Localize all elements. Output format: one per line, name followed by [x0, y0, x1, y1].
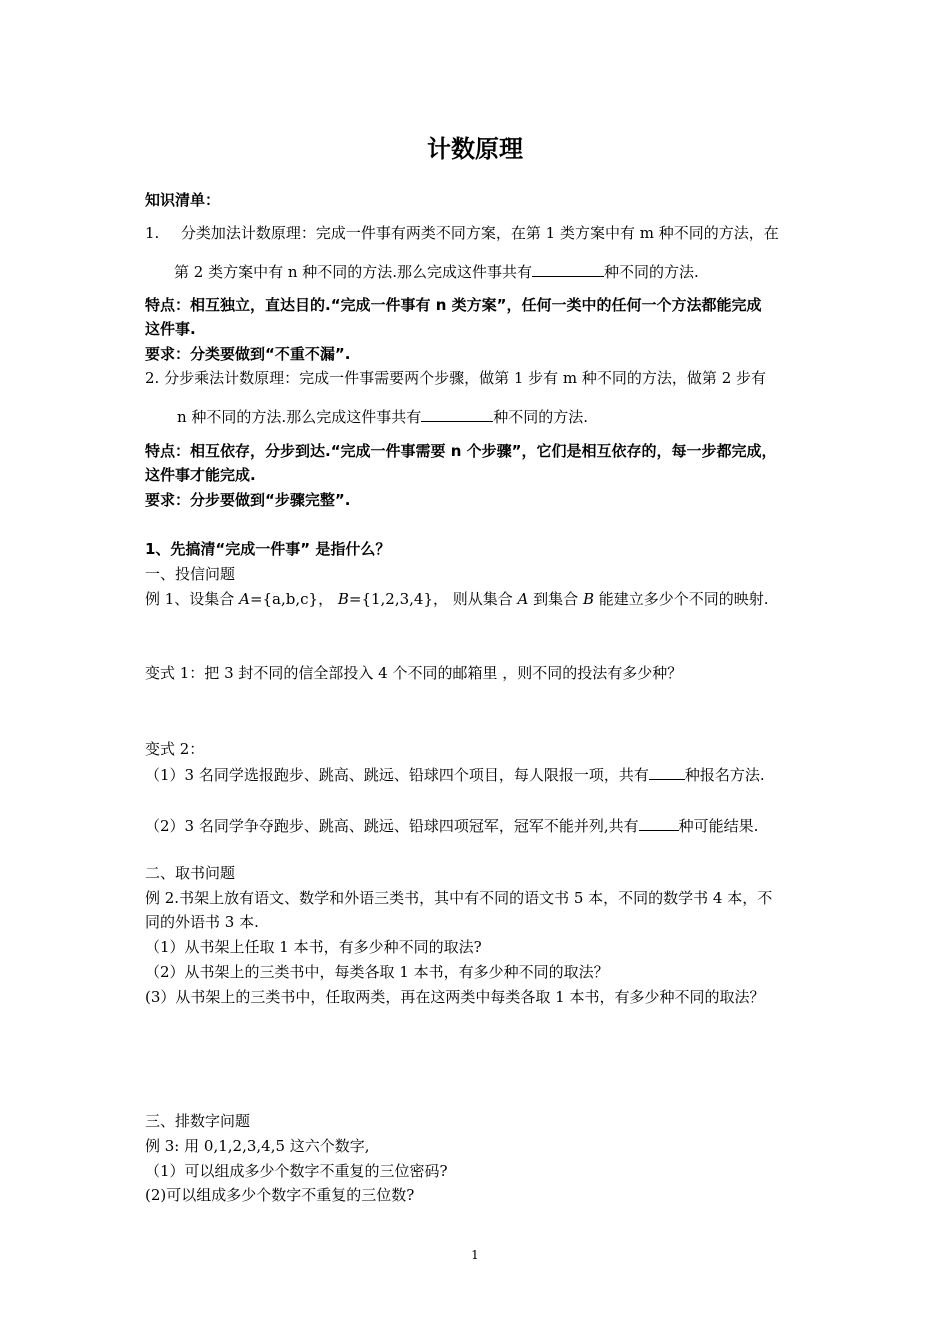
answer-blank — [532, 260, 604, 277]
principle-2-requirement: 要求：分步要做到“步骤完整”. — [145, 491, 351, 509]
example-3-line-1: 例 3: 用 0,1,2,3,4,5 这六个数字, — [145, 1137, 370, 1155]
section-title-books: 二、取书问题 — [145, 864, 236, 882]
principle-2-line-2: n 种不同的方法.那么完成这件事共有 种不同的方法. — [177, 405, 588, 427]
example-2-line-2: 同的外语书 3 本. — [145, 913, 259, 931]
variation-2-title: 变式 2： — [145, 740, 205, 758]
section-title-digits: 三、排数字问题 — [145, 1112, 251, 1130]
example-2-question-3: (3）从书架上的三类书中，任取两类，再在这两类中每类各取 1 本书，有多少种不同的取法？ — [145, 988, 765, 1006]
answer-blank — [649, 763, 685, 780]
principle-1-number: 1. — [145, 224, 160, 242]
example-3-question-1: （1）可以组成多少个数字不重复的三位密码? — [145, 1162, 448, 1180]
principle-1-feature-line-2: 这件事. — [145, 320, 196, 338]
principle-1-requirement: 要求：分类要做到“不重不漏”. — [145, 345, 351, 363]
section-1-heading: 1、先搞清“完成一件事” 是指什么？ — [145, 540, 391, 558]
principle-1-line-1 — [145, 223, 779, 243]
principle-1-text: 分类加法计数原理：完成一件事有两类不同方案，在第 1 类方案中有 m 种不同的方法，在 — [180, 224, 779, 242]
knowledge-heading: 知识清单： — [145, 191, 221, 209]
variation-2-question-2: （2）3 名同学争夺跑步、跳高、跳远、铅球四项冠军，冠军不能并列,共有 种可能结果. — [145, 814, 758, 836]
principle-2-feature-line-2: 这件事才能完成. — [145, 466, 256, 484]
principle-2-feature-line-1: 特点：相互依存，分步到达.“完成一件事需要 n 个步骤”，它们是相互依存的，每一步都完成， — [145, 442, 777, 460]
example-2-line-1: 例 2.书架上放有语文、数学和外语三类书，其中有不同的语文书 5 本，不同的数学书 4 本，不 — [145, 889, 773, 907]
page-title: 计数原理 — [427, 135, 523, 163]
page-number: 1 — [471, 1248, 479, 1262]
principle-1-line-2: 第 2 类方案中有 n 种不同的方法.那么完成这件事共有 种不同的方法. — [174, 260, 699, 282]
example-2-question-2: （2）从书架上的三类书中，每类各取 1 本书，有多少种不同的取法？ — [145, 963, 609, 981]
answer-blank — [639, 814, 679, 831]
example-2-question-1: （1）从书架上任取 1 本书，有多少种不同的取法? — [145, 938, 482, 956]
section-title-letters: 一、投信问题 — [145, 565, 236, 583]
principle-2-line-1: 2. 分步乘法计数原理：完成一件事需要两个步骤，做第 1 步有 m 种不同的方法，做第 2 步有 — [145, 369, 767, 387]
answer-blank — [421, 405, 493, 422]
example-1: 例 1、设集合 A={a,b,c}， B={1,2,3,4}， 则从集合 A 到集合 B 能建立多少个不同的映射. — [145, 590, 769, 608]
variation-2-question-1: （1）3 名同学选报跑步、跳高、跳远、铅球四个项目，每人限报一项，共有 种报名方法. — [145, 763, 765, 785]
example-3-question-2: (2)可以组成多少个数字不重复的三位数? — [145, 1186, 415, 1204]
variation-1: 变式 1：把 3 封不同的信全部投入 4 个不同的邮箱里 ，则不同的投法有多少种？ — [145, 664, 683, 682]
principle-1-feature-line-1: 特点：相互独立，直达目的.“完成一件事有 n 类方案”，任何一类中的任何一个方法都能完成 — [145, 296, 762, 314]
